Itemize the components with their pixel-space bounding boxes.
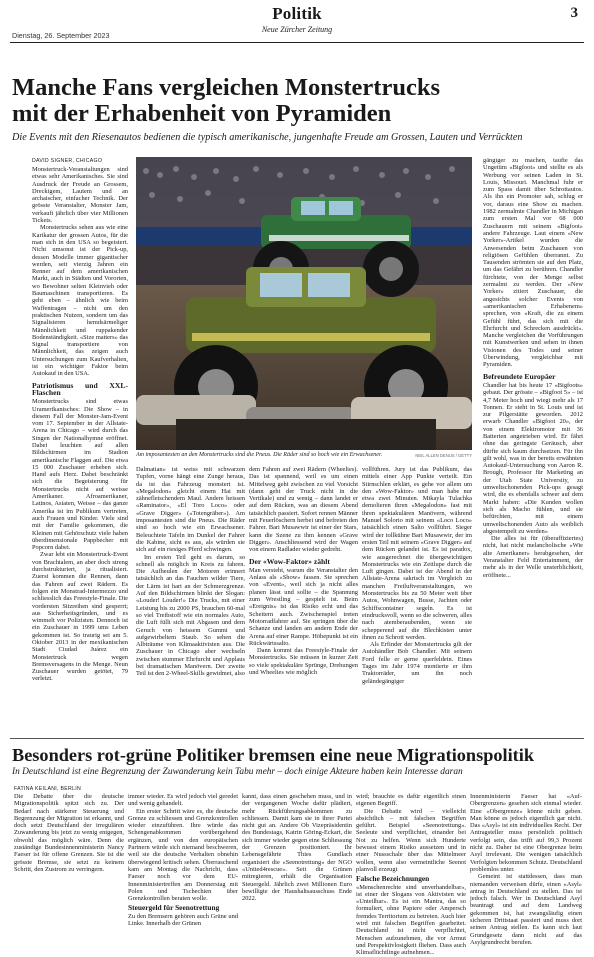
paragraph: Die Debatte über die deutsche Migrationspolitik spitzt sich zu. Der Bedarf nach stärkerer Steuerung und Begrenzung der Migration ist erkannt, und doch setzt Deutschland der irregulären Zuwanderung bis jetzt zu wenig entgegen, obwohl das möglich wäre. Denn die zuständige Bundesinnenministerin Nancy Faeser ist für offene Grenzen. Sie ist die grösste Bremse, sie setzt zu keinem Schritt, den Zustrom zu verringern. xyxy=(14,793,124,873)
paragraph: wird; brauchte es dafür eigentlich einen eigenen Begriff. xyxy=(356,793,466,808)
paragraph: Zwar lebt ein Monstertruck-Event von Brachialem, an aber doch streng durchstrukturiert, ja ritualisiert. Zuerst kommen die Rennen, dann das Fahren auf zwei Rädern. Es folgen ein Monstrad-Intermezzo und schliesslich das Freestyle-Finale. Die vordersten Sitzreihen sind gesperrt; aus Sicherheitsgründen, und es wimmelt vor Polizisten. Dennoch ist ein Zuschauer in 1999 ums Leben gekommen ist. So traurig sei am 5. Oktober 2013 in der mexikanischen Stadt Ciudad Juárez ein Monstertruck wegen Bremsversagens in die Menge. Neun Zuschauer wurden getötet, 79 verletzt. xyxy=(32,551,128,683)
article-a-column-3 xyxy=(249,466,358,718)
page-header xyxy=(0,4,594,34)
article-b-column-1 xyxy=(14,793,124,871)
article-a-column-5 xyxy=(483,157,583,732)
headline-migration: Besonders rot-grüne Politiker bremsen eine neue Migrationspolitik xyxy=(12,745,535,765)
paragraph: Zu den Bremsern gehören auch Grüne und Linke. Innerhalb der Grünen xyxy=(128,912,238,928)
article-divider xyxy=(10,738,584,739)
paragraph: Die alles ist für (überaffiziertes) nicht, hat nicht melancholische «Wie alte Amerikaner» herabgesehen, der Veranstalter Feld Entertainment, der mehr als in der Welle unsterblichkeit, eröffnete... xyxy=(483,535,583,579)
issue-date: Dienstag, 26. September 2023 xyxy=(12,31,110,40)
article-a-column-4 xyxy=(362,466,472,718)
article-b-column-4 xyxy=(356,793,466,957)
paragraph: vollführen. Jury ist das Publikum, das mittels einer App Punkte verteilt. Ein Stirnschlen erklärt, es gehe vor allem um den «Wow-Faktor» und man habe nur etwa zwei Minuten. Mikayla Tulachka demolieren ihren «Megalodon» fast mit ihren spektakulären Manövern, während Manuel Solorio mit seinem «Loco Loco» tatsächlich einen Salto vollführt. Sieger wird der tollkühne Bari Musawwir, der im ersten Teil mit seinem «Grave Digger» auf dem Rücken gelandet ist. Es ist paradox, wie ausgerechnet die übergewichtigen Monstertrucks wie ein Zeitlupe durch die Luft gingen. Dabei ist der Abend in der Allstate-Arena sakrisch im Vergleich zu manchen Freiluftveranstaltungen, wo Monstertrucks bis zu 50 Meter weit über Autos, Wohnwagen, Busse, Jachten oder Schiffscontainer segeln. Es ist eindrucksvoll, wenn so die schweren, alles nach atemberaubenden, wenn sie schepperend auf die Blechkisten unter ihnen zu Schrott werden. xyxy=(362,466,472,641)
paragraph: Innenministerin Faeser hat «Auf-Obergrenzen» gesehen sich einmal wieder. Eine «Obergrenze» könne nicht geben. Man könne es jedoch eigentlich gar nicht. Das «Asyl» ist ein individuelles Recht. Der Antragsteller muss persönlich politisch verfolgt sein, das trifft auf 99,3 Prozent nicht zu. Daher ist eine Obergrenze beim Asyl irrelevant. Die wenigen tatsächlich Verfolgten bekommen Schutz. Deutschland problemlos unter. xyxy=(470,793,582,873)
paragraph: Dann kommt das Freestyle-Finale der Monstertrucks. Sie müssen in kurzer Zeit so viele spektakuläre Sprünge, Drehungen und Wheelies wie möglich xyxy=(249,647,358,677)
photo-illustration xyxy=(136,157,472,450)
headline-monstertrucks xyxy=(12,75,582,127)
paragraph: kannt, dass einen geschehen muss, und in der vergangenen Woche dafür plädiert, mehr Rückführungsabkommen zu schliessen. Damit kam sie in ihrer Partei nicht gut an. Andere Ob Vizepräsidentin des Bundestags, Katrin Göring-Eckart, die sich immer wieder gegen eine Schliessung der Grenzen positioniert. Ihr Lebensgefährte Thies Gundlach organisiert die «Seenotrettung» der NGO «United4rescue». Seit die Grünen mitregieren, erhält die Organisation Steuergeld. Jährlich zwei Millionen Euro bewilligte der Haushaltsausschuss Ende 2022. xyxy=(242,793,352,903)
paragraph: Ein erster Schritt wäre es, die deutsche Grenze zu schliessen und Grenzkontrollen wieder einzuführen. Ihre würde das Schengenabkommen vorübergehend ergänzen, und von den europäischen Partnern würde sich niemand beschweren, weil sie die deutsche Verhalten obnehin überwiegend kritisch sehen. Überraschend kam am Montag die Nachricht, dass Faeser noch vor dem EU-Innenministertreffen am Donnerstag mit Polen und Tschechien über Grenzkontrollen beraten wolle. xyxy=(128,807,238,903)
paragraph: gängiger zu machen, taufte das Ungetüm «Bigfoot» und stellte es als Werbung vor seinen Laden in St. Louis, Missouri. Manchmal fuhr er zum Spass damit über Schrottautos. Als ihn ein Promoter sah, schlug er vor, daraus eine Show zu machen. 1982 zermalmte Chandler in Michigan zum ersten Mal vor 68 000 Zuschauern mit seinem «Bigfoot» andere Fahrzeuge. Laut einem «New Yorker»-Artikel wurden die Anwesenden beim Zuschauen von religiösen Gefühlen überrannt. Zu Tausenden strömten sie auf den Platz, um das Gefährt zu berühren. Chandler fürchtete, von der Menge selbst zermalmt zu werden. Der «New Yorker» zitiert Zuschauer, die angesichts solcher Events von «amerikanischen Erhabenem» sprechen, von «Kraft, die zu einem Gefühl führt, das sich mit die Ehrfurcht und Schrecken ausdrückt». Manche vergleichen die Vorführungen mit Kunstwerken und sehen in ihnen Visionen des Todes und seiner Überwindung, vergleichbar mit Pyramiden. xyxy=(483,157,583,369)
paragraph: Dalmatian» ist weiss mit schwarzen Tupfen, vorne hängt eine Zunge heraus, da ist das Fahrzeug monstert ist. «Megalodon» gleicht einem Hai mit zähnefletschendem Maul. Andere heissen «Raminator», «El Toro Loco» oder «Grave Digger» («Totengräber»). Am imposantesten sind die Pneus. Die Räder sind so hoch wie ein Erwachsener. Beleuchtete Tafeln im Dunkel der Fahrer die Kabine, sicht es aus, als würden sie sich auf ein riesiges Pferd schwingen. xyxy=(136,466,245,554)
subheading: Falsche Bezeichnungen xyxy=(356,874,430,884)
deck-monstertrucks: Die Events mit den Riesenautos bedienen die typisch amerikanische, jungenhafte Freude am Grossen, Lauten und Verrückten xyxy=(12,132,523,143)
article-a-column-2 xyxy=(136,466,245,718)
page-number: 3 xyxy=(570,5,578,21)
paragraph: Als Erfinder der Monstertrucks gilt der Autohändler Bob Chandler. Mit seinem Ford felle er gerne querfeldein. Eines Tages im Jahr 1974 montierte er ihm Traktorräder, um ihn noch geländegängiger xyxy=(362,641,472,685)
headline-line-1: Manche Fans vergleichen Monstertrucks xyxy=(12,74,440,101)
article-b-column-2 xyxy=(128,793,238,928)
paragraph: Chandler hat bis heute 17 «Bigfoots» gebaut. Der grösste – «Bigfoot 5» – ist 4,7 Meter hoch und wiegt mehr als 17 Tonnen. Er steht in St. Louis und ist zur Pilgerstätte geworden. 2012 erwarb Chandler «Bigfoot 20», der von einem Elektromotor mit 36 Batterien angetrieben wird. Er fährt ohne das geringste Geräusch, aber dürfte sich kaum durchsetzen. Für ihn gilt wohl, was in der bereits erwähnten Autokauf-Untersuchung von Aaron R. Brough, Professor für Marketing an der Utah State University, zu umweltschonenden Pick-ups gesagt wird, die es ebenfalls schwer auf dem Markt haben: «Die Kunden wollen sich als Macho fühlen, und sie befürchten, mit einem umweltschonenden Auto als weiblich abgestempelt zu werden» xyxy=(483,381,583,535)
article-a-column-1 xyxy=(32,166,128,732)
paragraph: Die Debatte wird – vielleicht absichtlich – mit falschen Begriffen geführt. Beispiel «Seenotrettung». Seeleute sind verpflichtet, einander bei Not zu helfen. Wenn sich Hunderte bewusst einem Risiko aussetzen und in einer Nussschale über das Mittelmeer wollen, wenn also vermeintliche Seenot planvoll erzeugt xyxy=(356,807,466,873)
article-b-column-3 xyxy=(242,793,352,903)
paragraph: dem Fahren auf zwei Rädern (Wheelies). Das ist spannend, weil es um einen Mittelweg geht zwischen zu viel Vorsicht (dann geht der Truck nicht in die Vertikale) und zu wenig – dann landet er auf dem Rücken, was an diesem Abend tatsächlich passiert. Sofort rennen Männer mit Feuerlöschern herbei und befreien den Fahrer. Bari Musawwir ist einer der Stars, kann die Szene zu ihm kennen «Grave Digger». Anschliessend wird der Wagen von einem Radlader wieder gedreht. xyxy=(249,466,358,554)
photo-credit: NEIL ALLEN DENUS / GETTY xyxy=(415,453,472,458)
subheading: Steuergeld für Seenotrettung xyxy=(128,903,220,913)
byline-a: DAVID SIGNER, CHICAGO xyxy=(32,158,103,164)
header-rule xyxy=(10,42,584,43)
paragraph: «Menschenrechte sind unverhandelbar», ist einer der Slogans von Aktivisten wie «Unteilbar». Es ist ein Mantra, das so formuliert, ohne Papiere oder Ampersch fremdes Territorium zu betreten. Auch hier wird mit falschen Begriffen gearbeitet. Deutschland ist nicht verpflichtet, Menschen aufzunehmen, die vor Armut und Perspektivlosigkeit fliehen. Dass auch Klimaflüchtlinge aufnehmen... xyxy=(356,883,466,957)
monstertruck-photo xyxy=(136,157,472,450)
paragraph: Im ersten Teil geht es darum, so schnell als möglich in Kreis zu fahren. Die Aufheulen der Motoren erinnert tatsächlich an das Fauchen wilder Tiere, der Lärm ist hart an der Schmerzgrenze. Auf den Bildschirmen blinkt der Slogan: «Louder! Louder!» Die Trucks, mit einer Leistung bis zu 2000 PS, brauchen 60-mal so viel Treibstoff wie ein normales Auto, die Luft füllt sich mit Abgasen und dem Geruch von heissem Gummi und aufgewirbeltem Staub. So sehen die Albträume von Klimaaktivisten aus. Die Zuschauer in Chicago aber wechseln zwischen stummer Ehrfurcht und Applaus bei dramatischen Manövern. Der zweite Teil ist den 2-Wheel-Skills gewidmet, also xyxy=(136,553,245,678)
paragraph: Monstertrucks sehen aus wie eine Karikatur der grossen Autos, für die man sich in den USA so begeistert. Nicht umsonst ist der Pick-up, dessen Modelle immer gigantischer werden, seit vierzig Jahren ein Renner auf dem amerikanischen Markt, auch in Städten und Vororten, wo Bewohner selten Kleinvieh oder Baumaschinen transportieren. Es geht eben – ähnlich wie beim Waffentragen – nicht um den praktischen Nutzen, sondern um das Signalisieren hemdsärmeliger Männlichkeit und ruppakender Bodenständigkeit. «Size matters» das Signal transportiere von Männlichkeit, das zeigen auch Untersuchungen zum Kaufverhalten, ist ein wichtiger Faktor beim Autokauf in den USA. xyxy=(32,224,128,378)
section-title: Politik xyxy=(272,4,322,23)
deck-migration: In Deutschland ist eine Begrenzung der Zuwanderung kein Tabu mehr – doch einige Akteure haben kein Interesse daran xyxy=(12,767,463,777)
subheading: Befreundete Europäer xyxy=(483,371,556,381)
article-b-column-5 xyxy=(470,793,582,946)
paragraph: Monstertruck-Veranstaltungen sind etwas sehr Amerikanisches. Sie sind Ausdruck der Freude an Grossem, Dreckigem, Lautem und an archaischer, einfacher Technik. Der grösste Veranstalter, Monster Jam, verkauft jährlich über vier Millionen Tickets. xyxy=(32,166,128,225)
paragraph: immer wieder. Es wird jedoch viel geredet und wenig gehandelt. xyxy=(128,793,238,808)
byline-b: FATINA KEILANI, BERLIN xyxy=(14,786,82,792)
subheading: Der «Wow-Faktor» zählt xyxy=(249,556,330,566)
photo-caption: Am imposantesten an den Monstertrucks sind die Pneus. Die Räder sind so hoch wie ein Erwachsener. xyxy=(136,452,383,458)
paragraph: Gemeint ist stattdessen, dass man niemanden verweisen dürfe, einen «Asyl» antrag in Deutschland zu stellen. Das ist jedoch falsch. Wer in Deutschland Asyl beantragt und auf dem Landweg gekommen ist, hat zwangsläufig einen sicheren Drittstaat passiert und muss dort seinen Antrag stellen. Es kann sich laut Grundgesetz dann nicht auf das Asylgrundrecht berufen. xyxy=(470,873,582,946)
paragraph: Monstertrucks sind etwas Uramerikanisches: Die Show – in diesem Fall der Monster-Jam-Event vom 17. September in der Allstate-Arena in Chicago – wird durch das Singen der Nationalhymne eröffnet. Dabei leuchten auf allen Bildschirmen im Stadion amerikanische Flaggen auf. Die etwa 15 000 Zuschauer erheben sich. Hand aufs Herz. Dabei beschränkt sich die Begeisterung für Monstertrucks nicht auf weisse Amerikaner. Afroamerikaner, Latinos, Asiaten, Weisse – das ganze Amerika ist im Publikum vertreten, auch Frauen und Kinder. Viele sind mit der Familie gekommen, die Kleinen mit Gehörschutz viele haben überdimensionale Pappbecher mit Popcorn dabei. xyxy=(32,398,128,552)
headline-line-2: mit der Erhabenheit von Pyramiden xyxy=(12,100,392,127)
newspaper-name: Neue Zürcher Zeitung xyxy=(261,25,333,34)
subheading: Patriotismus und XXL-Flaschen xyxy=(32,380,128,397)
paragraph: Man versteht, warum die Veranstalter den Anlass als «Show» fassen. Sie sprechen von «Event», weil sich ja nicht alles planen lässt und sollte – die Spannung zum Wrestling – gespielt ist. Beim «Ereignis» ist das Risiko echt und das Scheitern auch. Zwischenspiel treten Motorradfahrer auf. Sie springen über die Schanze und landen am andern Ende der Arena auf einer Rampe. Höhepunkt ist ein Rückwärtssalto. xyxy=(249,566,358,647)
